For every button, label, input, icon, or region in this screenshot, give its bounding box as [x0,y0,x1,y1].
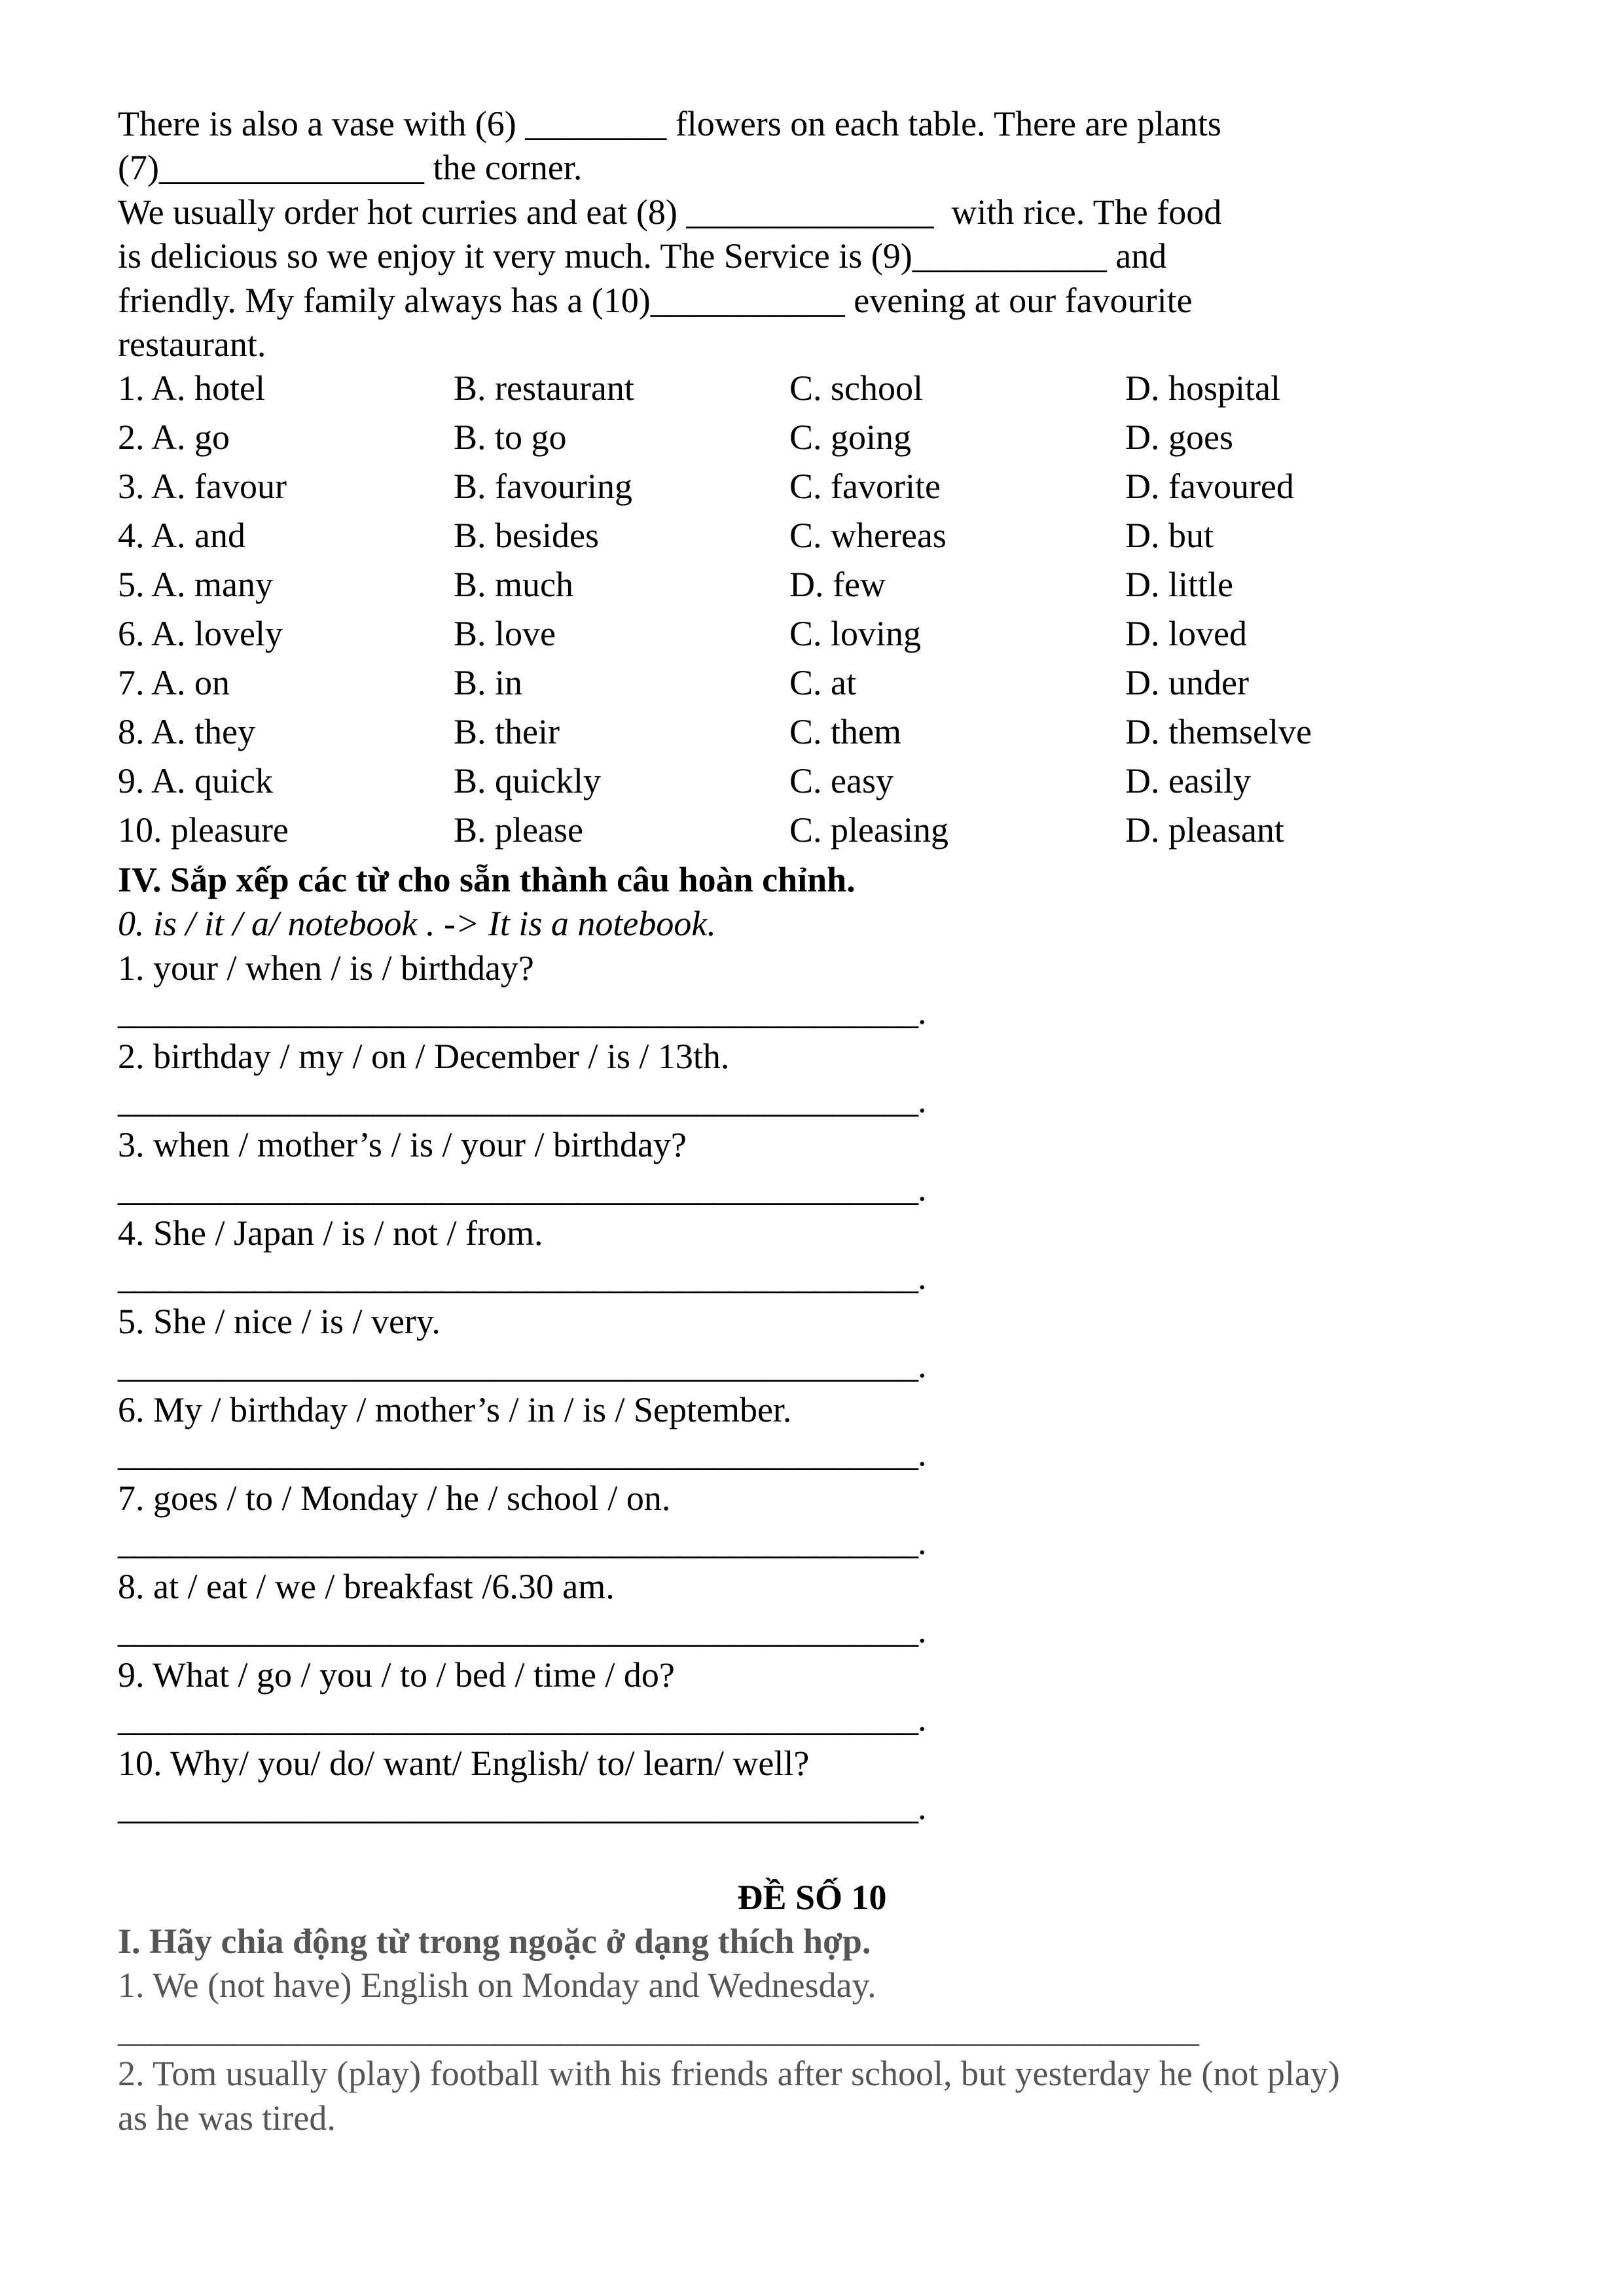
exercise-item: 2. birthday / my / on / December / is / 13th. [118,1037,730,1076]
exercise-item: 7. goes / to / Monday / he / school / on. [118,1479,671,1518]
option-d: D. loved [1125,614,1247,653]
exercise-item: 3. when / mother’s / is / your / birthday? [118,1125,687,1164]
option-b: B. to go [454,418,567,457]
passage-line: restaurant. [118,325,266,364]
option-a: 3. A. favour [118,467,287,506]
passage-line: There is also a vase with (6) ________ flowers on each table. There are plants [118,104,1221,143]
exercise-item: 9. What / go / you / to / bed / time / do? [118,1655,675,1695]
option-b: B. restaurant [454,368,634,408]
option-d: D. but [1125,516,1214,555]
option-d: D. favoured [1125,467,1294,506]
option-c: C. whereas [789,516,947,555]
option-c: C. school [789,368,924,408]
option-c: C. easy [789,761,893,800]
option-a: 9. A. quick [118,761,273,800]
option-a: 8. A. they [118,712,255,751]
option-a: 2. A. go [118,418,230,457]
exercise-item: 6. My / birthday / mother’s / in / is / September. [118,1390,792,1429]
option-d: D. easily [1125,761,1251,800]
option-a: 6. A. lovely [118,614,283,653]
answer-line[interactable]: _______________________________________________. [118,1257,926,1297]
option-c: C. loving [789,614,922,653]
exercise-item: 10. Why/ you/ do/ want/ English/ to/ learn/ well? [118,1744,810,1783]
option-c: C. them [789,712,901,751]
option-d: D. hospital [1125,368,1280,408]
option-d: D. pleasant [1125,810,1284,850]
option-a: 10. pleasure [118,810,289,850]
exercise-item: 4. She / Japan / is / not / from. [118,1213,543,1253]
option-d: D. goes [1125,418,1233,457]
passage-line: We usually order hot curries and eat (8) ______________ with rice. The food [118,192,1222,232]
option-b: B. in [454,663,523,702]
option-d: D. under [1125,663,1249,702]
option-c: D. few [789,565,886,604]
exercise-item: 1. We (not have) English on Monday and Wednesday. [118,1965,876,2005]
option-a: 1. A. hotel [118,368,265,408]
answer-line[interactable]: _______________________________________________. [118,1346,926,1385]
option-b: B. love [454,614,556,653]
option-b: B. please [454,810,583,850]
option-b: B. much [454,565,573,604]
option-c: C. at [789,663,856,702]
section-heading: IV. Sắp xếp các từ cho sẵn thành câu hoàn chỉnh. [118,860,856,899]
option-a: 4. A. and [118,516,245,555]
option-b: B. their [454,712,560,751]
passage-line: is delicious so we enjoy it very much. The Service is (9)___________ and [118,236,1167,276]
answer-line[interactable]: _______________________________________________. [118,992,926,1031]
option-a: 7. A. on [118,663,230,702]
answer-line[interactable]: __________________________________________________________________ [118,2010,1198,2049]
answer-line[interactable]: _______________________________________________. [118,1611,926,1650]
option-c: C. going [789,418,912,457]
option-c: C. pleasing [789,810,948,850]
answer-line[interactable]: _______________________________________________. [118,1169,926,1208]
answer-line[interactable]: _______________________________________________. [118,1081,926,1120]
section-heading: I. Hãy chia động từ trong ngoặc ở dạng thích hợp. [118,1922,871,1961]
option-c: C. favorite [789,467,941,506]
option-b: B. quickly [454,761,601,800]
option-a: 5. A. many [118,565,273,604]
passage-line: friendly. My family always has a (10)___________ evening at our favourite [118,281,1193,320]
exercise-item: 1. your / when / is / birthday? [118,948,534,988]
option-b: B. besides [454,516,599,555]
answer-line[interactable]: _______________________________________________. [118,1787,926,1827]
answer-line[interactable]: _______________________________________________. [118,1522,926,1562]
option-d: D. little [1125,565,1233,604]
option-d: D. themselve [1125,712,1312,751]
exercise-item: 2. Tom usually (play) football with his friends after school, but yesterday he (not play) [118,2054,1340,2093]
exercise-item: 5. She / nice / is / very. [118,1302,441,1341]
answer-line[interactable]: _______________________________________________. [118,1699,926,1738]
exercise-item-continued: as he was tired. [118,2098,336,2138]
exercise-item: 8. at / eat / we / breakfast /6.30 am. [118,1567,615,1606]
example-sentence: 0. is / it / a/ notebook . -> It is a notebook. [118,904,716,943]
answer-line[interactable]: _______________________________________________. [118,1434,926,1473]
passage-line: (7)_______________ the corner. [118,148,583,187]
test-title: ĐỀ SỐ 10 [737,1878,887,1917]
option-b: B. favouring [454,467,632,506]
